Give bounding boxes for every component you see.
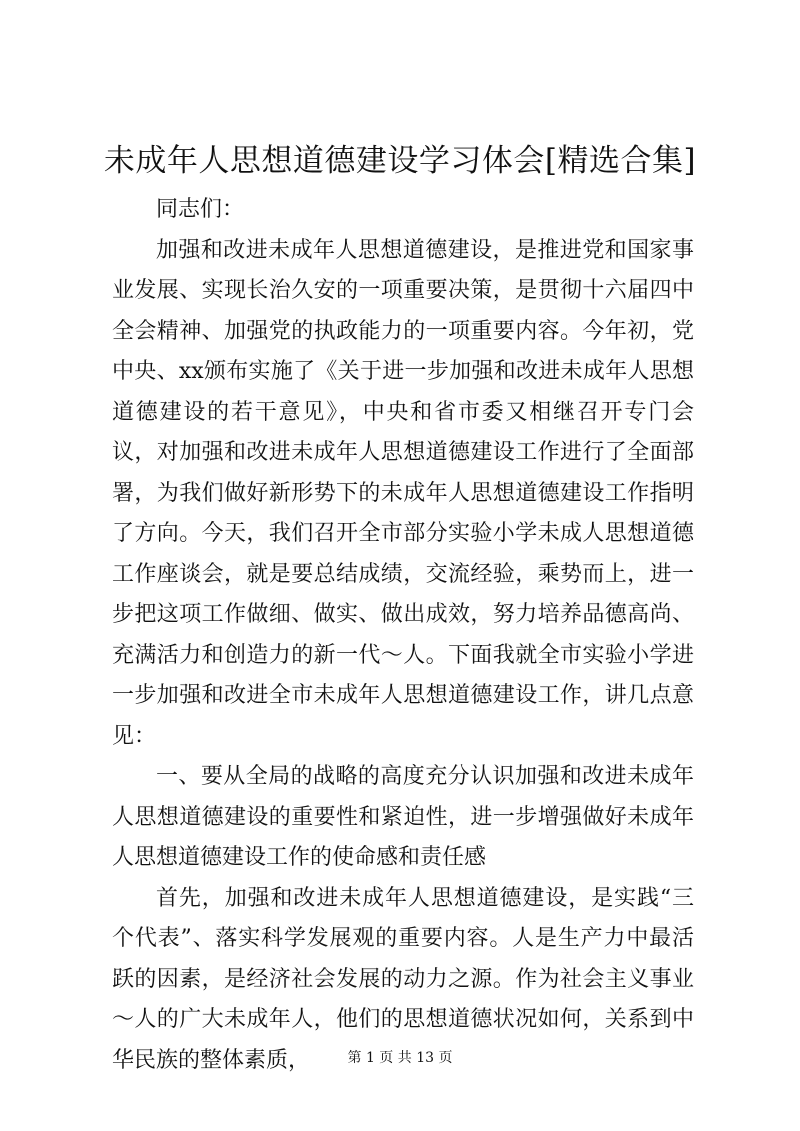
section-heading-paragraph: 一、要从全局的战略的高度充分认识加强和改进未成年人思想道德建设的重要性和紧迫性，进一步增强做好未成年人思想道德建设工作的使命感和责任感 — [112, 764, 694, 870]
first-point-paragraph: 首先，加强和改进未成年人思想道德建设，是实践“三个代表”、落实科学发展观的重要内容。人是生产力中最活跃的因素，是经济社会发展的动力之源。作为社会主义事业～人的广大未成年人，他们的思想道德状况如何，关系到中华民族的整体素质， — [112, 885, 694, 1073]
intro-paragraph: 加强和改进未成年人思想道德建设，是推进党和国家事业发展、实现长治久安的一项重要决策，是贯彻十六届四中全会精神、加强党的执政能力的一项重要内容。今年初，党中央、xx颁布实施了《关于进一步加强和改进未成年人思想道德建设的若干意见》，中央和省市委又相继召开专门会议，对加强和改进未成年人思想道德建设工作进行了全面部署，为我们做好新形势下的未成年人思想道德建设工作指明了方向。今天，我们召开全市部分实验小学未成人思想道德工作座谈会，就是要总结成绩，交流经验，乘势而上，进一步把这项工作做细、做实、做出成效，努力培养品德高尚、充满活力和创造力的新一代～人。下面我就全市实验小学进一步加强和改进全市未成年人思想道德建设工作，讲几点意见： — [112, 237, 694, 749]
document-title: 未成年人思想道德建设学习体会[精选合集] — [103, 143, 697, 179]
salutation-paragraph: 同志们： — [156, 197, 245, 222]
page-footer: 第 1 页 共 13 页 — [347, 1050, 453, 1066]
document-body — [112, 190, 694, 1081]
